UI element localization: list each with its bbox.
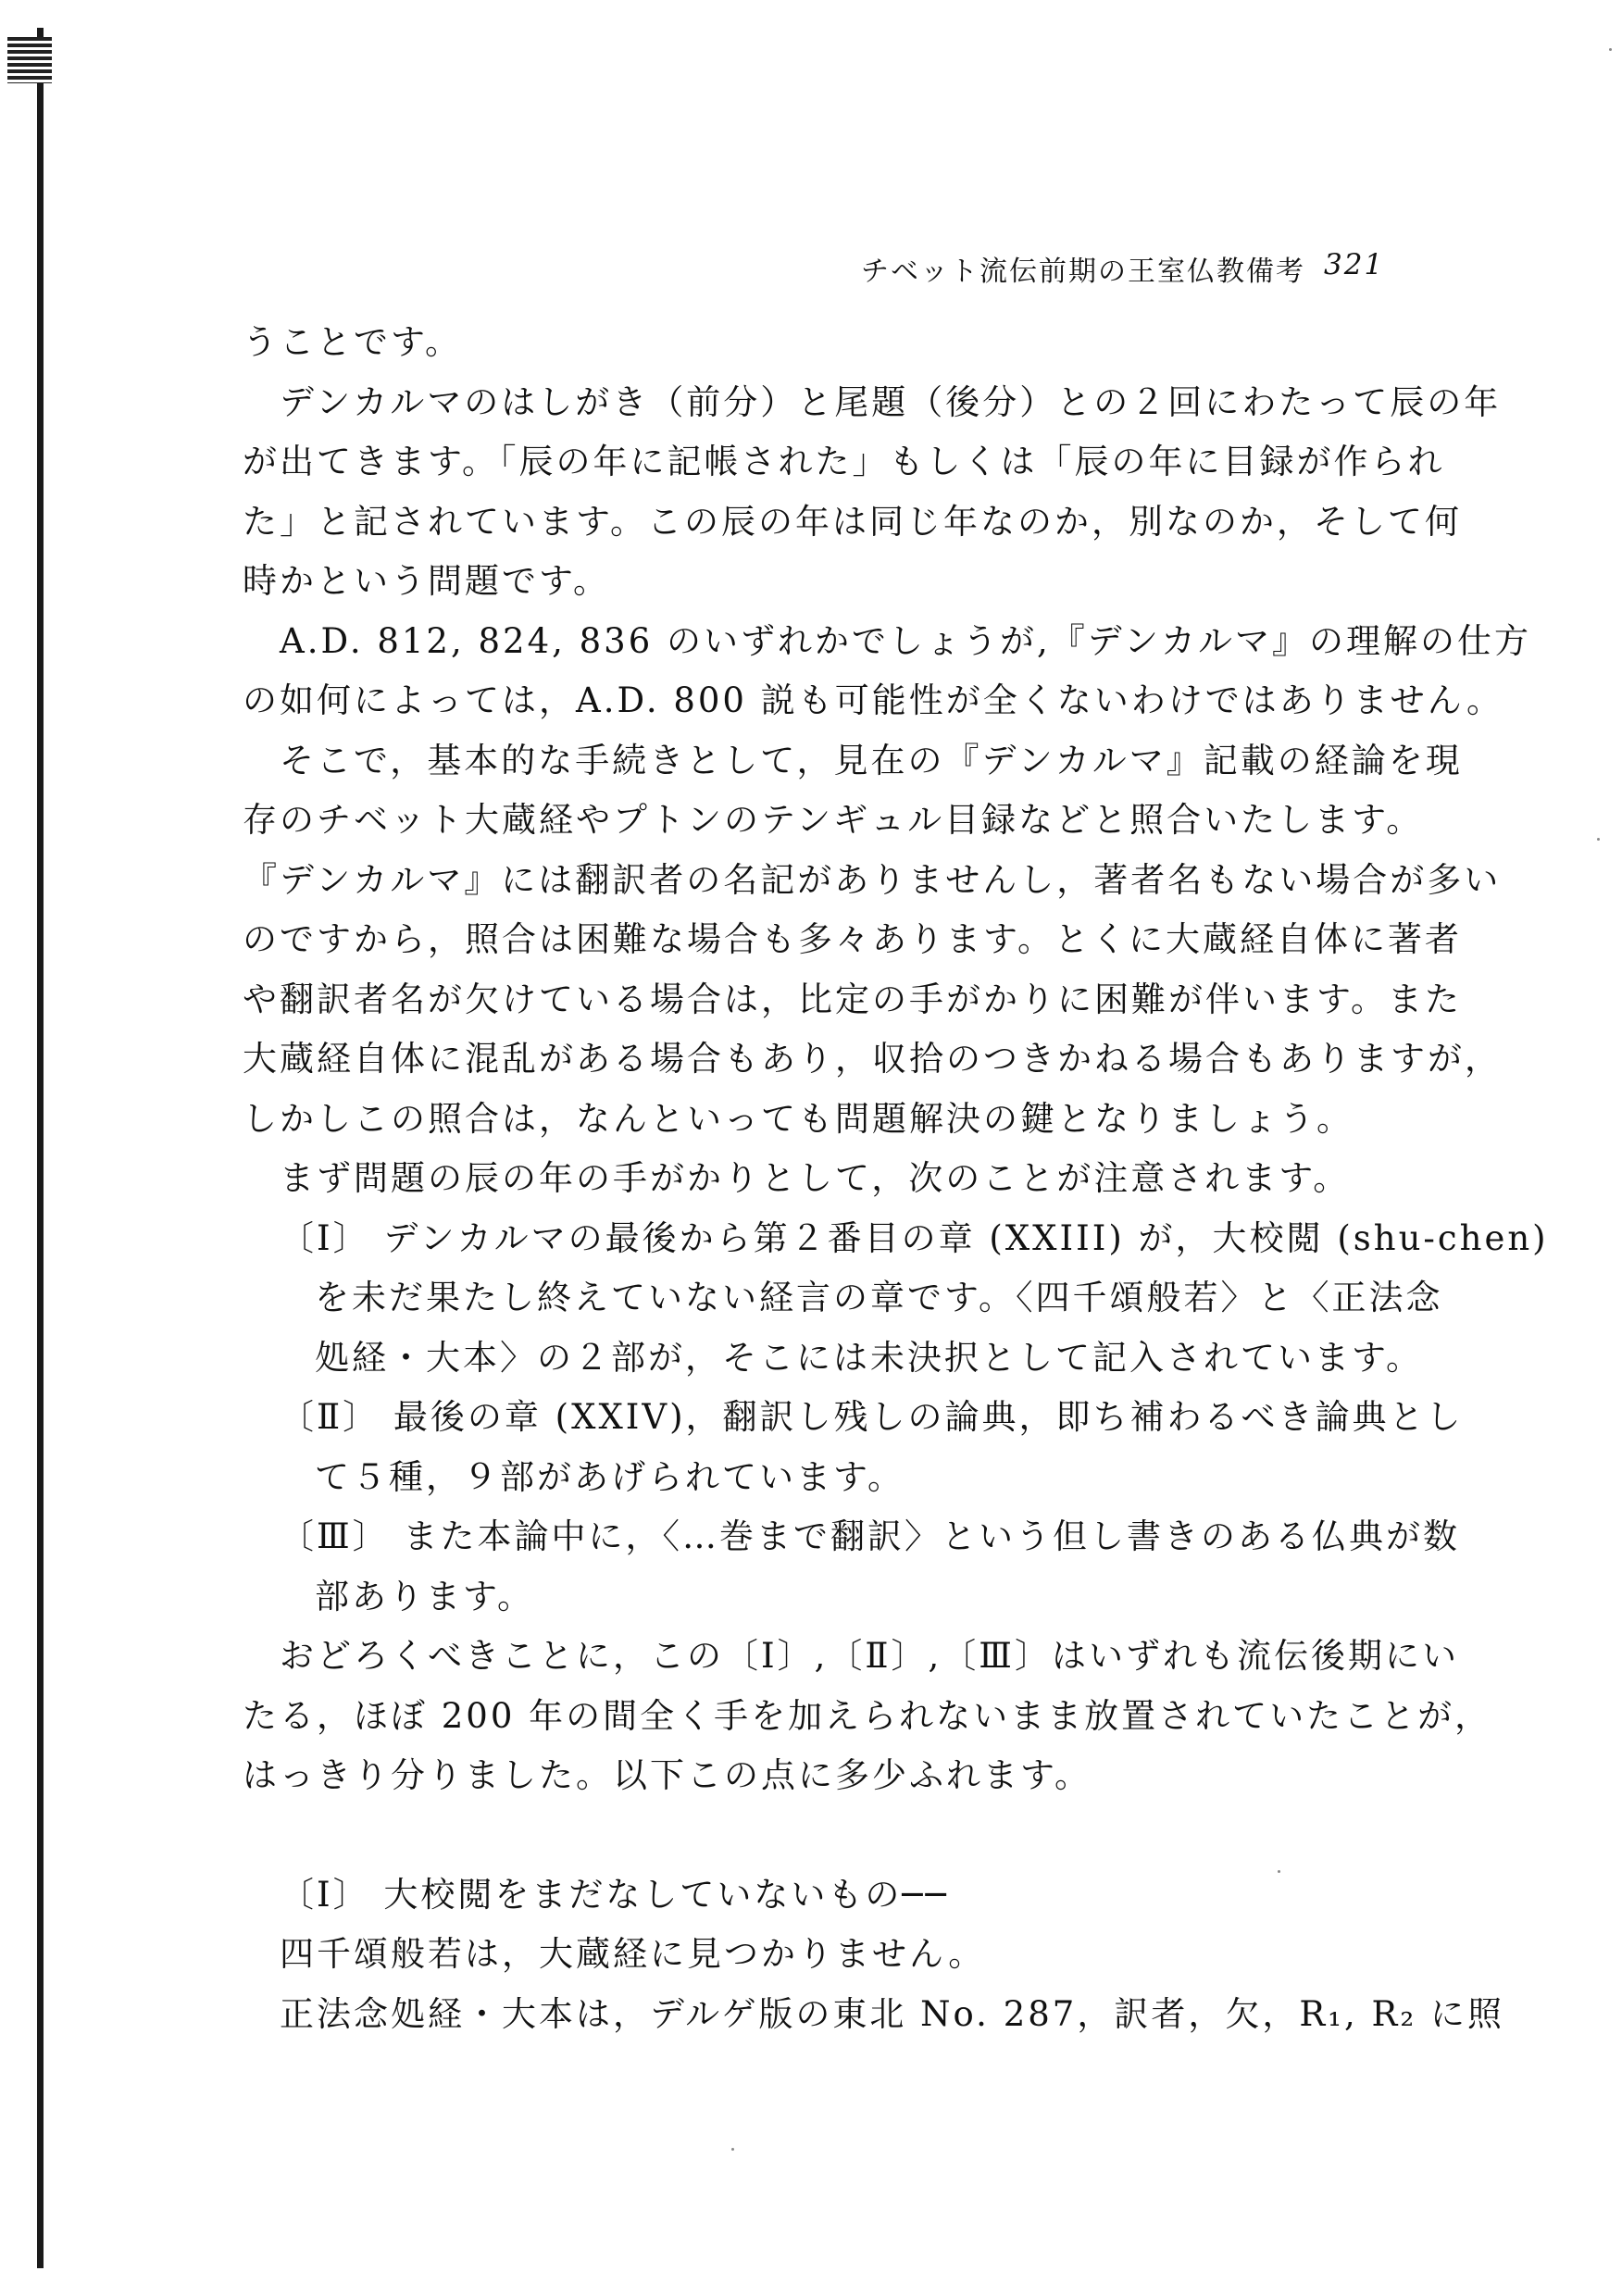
text-line: を未だ果たし終えていない経言の章です。〈四千頌般若〉と〈正法念 bbox=[315, 1278, 1443, 1317]
text-line: のですから，照合は困難な場合も多々あります。とくに大蔵経自体に著者 bbox=[243, 919, 1463, 959]
text-line: が出てきます。「辰の年に記帳された」もしくは「辰の年に目録が作られ bbox=[243, 442, 1445, 481]
binding-tab bbox=[7, 37, 52, 83]
text-line: A.D. 812, 824, 836 のいずれかでしょうが,『デンカルマ』の理解の仕方 bbox=[280, 620, 1532, 661]
page-number: 321 bbox=[1324, 248, 1385, 281]
running-title: チベット流伝前期の王室仏教備考 bbox=[861, 256, 1305, 288]
text-line: おどろくべきことに，この〔Ⅰ〕,〔Ⅱ〕,〔Ⅲ〕はいずれも流伝後期にい bbox=[280, 1636, 1459, 1676]
list-item-3: 〔Ⅲ〕 また本論中に，〈…巻まで翻訳〉という但し書きのある仏典が数 bbox=[280, 1516, 1460, 1556]
text-line: たる，ほぼ 200 年の間全く手を加えられないまま放置されていたことが， bbox=[243, 1695, 1492, 1736]
text-line: うことです。 bbox=[243, 322, 463, 362]
section-gap bbox=[243, 1806, 1391, 1866]
text-line: デンカルマのはしがき（前分）と尾題（後分）との２回にわたって辰の年 bbox=[280, 381, 1502, 422]
text-line: 時かという問題です。 bbox=[243, 561, 611, 601]
scan-speck bbox=[1609, 48, 1612, 51]
body-text bbox=[243, 313, 1549, 2044]
text-line: まず問題の辰の年の手がかりとして，次のことが注意されます。 bbox=[280, 1158, 1351, 1198]
text-line: て５種，９部があげられています。 bbox=[315, 1456, 905, 1497]
binding-edge bbox=[37, 28, 44, 2268]
text-line: 処経・大本〉の２部が，そこには未決択として記入されています。 bbox=[315, 1337, 1424, 1378]
text-line: 部あります。 bbox=[315, 1576, 535, 1616]
running-header bbox=[861, 248, 1416, 289]
text-line: 『デンカルマ』には翻訳者の名記がありませんし，著者名もない場合が多い bbox=[243, 859, 1502, 900]
text-line: た」と記されています。この辰の年は同じ年なのか，別なのか，そして何 bbox=[243, 501, 1463, 542]
list-item-2: 〔Ⅱ〕 最後の章 (XXIV)，翻訳し残しの論典，即ち補わるべき論典とし bbox=[280, 1397, 1464, 1437]
text-line: 存のチベット大蔵経やプトンのテンギュル目録などと照合いたします。 bbox=[243, 800, 1424, 840]
scan-speck bbox=[1278, 1870, 1280, 1873]
list-item-1: 〔Ⅰ〕 デンカルマの最後から第２番目の章 (XXIII) が，大校閲 (shu-chen) bbox=[280, 1217, 1549, 1258]
text-line: 大蔵経自体に混乱がある場合もあり，収拾のつきかねる場合もありますが， bbox=[243, 1039, 1502, 1079]
text-line: 正法念処経・大本は，デルゲ版の東北 No. 287，訳者，欠，R₁, R₂ に照 bbox=[280, 1993, 1504, 2034]
text-line: 四千頌般若は，大蔵経に見つかりません。 bbox=[280, 1934, 986, 1974]
scan-speck bbox=[1597, 838, 1600, 841]
text-line: しかしこの照合は，なんといっても問題解決の鍵となりましょう。 bbox=[243, 1098, 1354, 1139]
text-line: の如何によっては，A.D. 800 説も可能性が全くないわけではありません。 bbox=[243, 680, 1503, 720]
text-line: や翻訳者名が欠けている場合は，比定の手がかりに困難が伴います。また bbox=[243, 979, 1463, 1019]
scan-speck bbox=[731, 2148, 734, 2151]
text-line: はっきり分りました。以下この点に多少ふれます。 bbox=[243, 1755, 1092, 1795]
text-line: そこで，基本的な手続きとして，見在の『デンカルマ』記載の経論を現 bbox=[280, 740, 1463, 780]
section-heading: 〔Ⅰ〕 大校閲をまだなしていないもの── bbox=[280, 1874, 949, 1915]
